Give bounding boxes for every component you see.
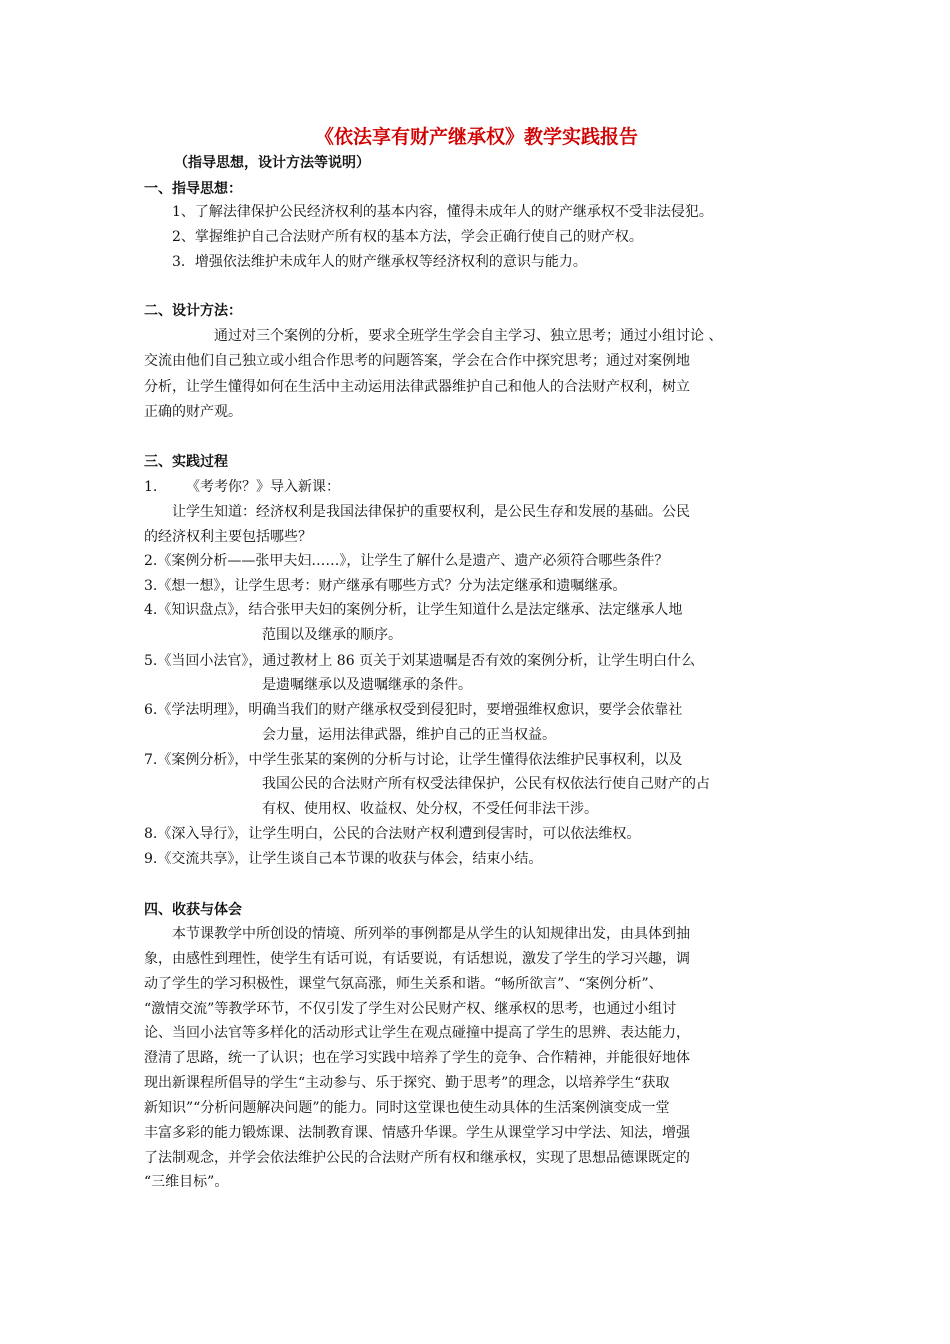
section4-line: 了法制观念，并学会依法维护公民的合法财产所有权和继承权，实现了思想品德课既定的 [144, 1150, 690, 1166]
section3-item-continued: 是遗嘱继承以及遗嘱继承的条件。 [262, 677, 472, 693]
section3-item-number: 1. [144, 479, 158, 495]
section3-item-continued: 会力量，运用法律武器，维护自己的正当权益。 [262, 727, 556, 743]
section2-line: 分析，让学生懂得如何在生活中主动运用法律武器维护自己和他人的合法财产权利，树立 [144, 379, 690, 395]
section1-item: 3．增强依法维护未成年人的财产继承权等经济权利的意识与能力。 [172, 254, 587, 270]
section2-line: 正确的财产观。 [144, 404, 242, 420]
section3-item-continued: 有权、使用权、收益权、处分权，不受任何非法干涉。 [262, 801, 598, 817]
section1-item: 1、了解法律保护公民经济权利的基本内容，懂得未成年人的财产继承权不受非法侵犯。 [172, 204, 713, 220]
section4-line: “激情交流”等教学环节，不仅引发了学生对公民财产权、继承权的思考，也通过小组讨 [144, 1001, 677, 1017]
section4-line: 澄清了思路，统一了认识；也在学习实践中培养了学生的竞争、合作精神，并能很好地体 [144, 1050, 690, 1066]
section3-item: 6.《学法明理》，明确当我们的财产继承权受到侵犯时，要增强维权愈识，要学会依靠社 [144, 702, 683, 718]
section3-item: 2.《案例分析——张甲夫妇……》，让学生了解什么是遗产、遗产必须符合哪些条件？ [144, 553, 669, 569]
section3-item: 7.《案例分析》，中学生张某的案例的分析与讨论，让学生懂得依法维护民事权利，以及 [144, 752, 683, 768]
section3-item-continued: 我国公民的合法财产所有权受法律保护，公民有权依法行使自己财产的占 [262, 776, 710, 792]
section4-line: 现出新课程所倡导的学生“主动参与、乐于探究、勤于思考”的理念，以培养学生“获取 [144, 1075, 670, 1091]
section3-item-body: 让学生知道：经济权利是我国法律保护的重要权利，是公民生存和发展的基础。公民 [172, 504, 690, 520]
section4-line: 丰富多彩的能力锻炼课、法制教育课、情感升华课。学生从课堂学习中学法、知法，增强 [144, 1125, 690, 1141]
section1-item: 2、掌握维护自己合法财产所有权的基本方法，学会正确行使自己的财产权。 [172, 229, 643, 245]
section3-item: 4.《知识盘点》，结合张甲夫妇的案例分析，让学生知道什么是法定继承、法定继承人地 [144, 602, 683, 618]
section4-line: 象，由感性到理性，使学生有话可说，有话要说，有话想说，激发了学生的学习兴趣，调 [144, 951, 690, 967]
section4-line: 论、当回小法官等多样化的活动形式让学生在观点碰撞中提高了学生的思辨、表达能力， [144, 1025, 690, 1041]
document-title: 《依法享有财产继承权》教学实践报告 [314, 126, 638, 148]
section2-line: 通过对三个案例的分析，要求全班学生学会自主学习、独立思考；通过小组讨论 、 [214, 328, 723, 344]
section4-line: 新知识”“分析问题解决问题”的能力。同时这堂课也使生动具体的生活案例演变成一堂 [144, 1100, 670, 1116]
section1-heading: 一、指导思想： [144, 181, 242, 197]
section3-item: 8.《深入导行》，让学生明白，公民的合法财产权利遭到侵害时，可以依法维权。 [144, 826, 641, 842]
section3-item-body: 的经济权利主要包括哪些？ [144, 529, 312, 545]
section3-item-continued: 范围以及继承的顺序。 [262, 627, 402, 643]
section3-item: 9.《交流共享》，让学生谈自己本节课的收获与体会，结束小结。 [144, 851, 543, 867]
section2-line: 交流由他们自己独立或小组合作思考的问题答案，学会在合作中探究思考；通过对案例地 [144, 353, 690, 369]
section3-heading: 三、实践过程 [144, 454, 228, 470]
section3-item: 3.《想一想》，让学生思考：财产继承有哪些方式？分为法定继承和遗嘱继承。 [144, 578, 627, 594]
section4-heading: 四、收获与体会 [144, 902, 242, 918]
section3-item-title: 《考考你？》导入新课： [186, 479, 340, 495]
section3-item: 5.《当回小法官》，通过教材上 86 页关于刘某遗嘱是否有效的案例分析，让学生明白什么 [144, 653, 696, 669]
section4-line: 本节课教学中所创设的情境、所列举的事例都是从学生的认知规律出发，由具体到抽 [172, 926, 690, 942]
section2-heading: 二、设计方法： [144, 303, 242, 319]
document-subtitle: （指导思想，设计方法等说明） [174, 155, 370, 171]
section4-line: 动了学生的学习积极性，课堂气氛高涨，师生关系和谐。“畅所欲言”、“案例分析”、 [144, 976, 663, 992]
section4-line: “三维目标”。 [144, 1174, 229, 1190]
